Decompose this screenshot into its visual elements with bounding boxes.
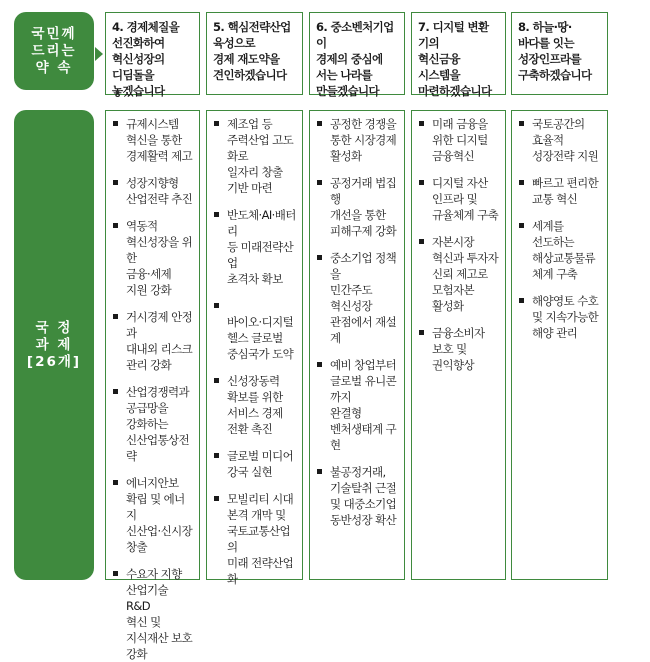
column-header-6: 6. 중소벤처기업이 경제의 중심에 서는 나라를 만들겠습니다 xyxy=(309,12,405,95)
bullet-icon xyxy=(317,180,322,185)
list-item xyxy=(518,116,603,164)
tasks-label: 국 정 과 제 [26개] xyxy=(26,319,82,370)
column-body-8 xyxy=(511,110,608,580)
list-item-text: 역동적 혁신성장을 위한 금융·세제 지원 강화 xyxy=(126,219,193,297)
bullet-icon xyxy=(519,180,524,185)
list-item xyxy=(213,448,298,480)
list-item xyxy=(213,298,298,362)
bullet-icon xyxy=(317,121,322,126)
list-item-text: 반도체·AI·배터리 등 미래전략산업 초격차 확보 xyxy=(227,208,296,286)
bullet-icon xyxy=(214,303,219,308)
bullet-icon xyxy=(519,298,524,303)
bullet-icon xyxy=(113,389,118,394)
list-item xyxy=(112,218,195,298)
bullet-icon xyxy=(419,239,424,244)
list-item-text: 성장지향형 산업전략 추진 xyxy=(126,176,193,206)
bullet-icon xyxy=(113,223,118,228)
list-item xyxy=(112,175,195,207)
list-item-text: 글로벌 미디어 강국 실현 xyxy=(227,449,294,479)
list-item-text: 디지털 자산 인프라 및 규율체계 구축 xyxy=(432,176,499,222)
list-item xyxy=(418,116,501,164)
column-header-7: 7. 디지털 변환기의 혁신금융 시스템을 마련하겠습니다 xyxy=(411,12,506,95)
list-item xyxy=(112,384,195,464)
promise-label: 국민께 드리는 약 속 xyxy=(31,25,77,76)
bullet-icon xyxy=(317,362,322,367)
list-item xyxy=(213,116,298,196)
list-item xyxy=(518,218,603,282)
list-item-text: 미래 금융을 위한 디지털 금융혁신 xyxy=(432,117,488,163)
list-item xyxy=(112,309,195,373)
bullet-icon xyxy=(113,121,118,126)
bullet-icon xyxy=(113,314,118,319)
list-item xyxy=(316,250,400,346)
bullet-icon xyxy=(519,121,524,126)
list-item-text: 빠르고 편리한 교통 혁신 xyxy=(532,176,599,206)
list-item xyxy=(316,357,400,453)
bullet-icon xyxy=(317,469,322,474)
list-item-text: 제조업 등 주력산업 고도화로 일자리 창출 기반 마련 xyxy=(227,117,294,195)
list-item-text: 규제시스템 혁신을 통한 경제활력 제고 xyxy=(126,117,193,163)
column-header-5: 5. 핵심전략산업 육성으로 경제 재도약을 견인하겠습니다 xyxy=(206,12,303,95)
list-item-text: 국토공간의 효율적 성장전략 지원 xyxy=(532,117,599,163)
list-item-text: 신성장동력 확보를 위한 서비스 경제 전환 촉진 xyxy=(227,374,283,436)
promise-label-box xyxy=(14,12,94,90)
list-item xyxy=(316,116,400,164)
column-header-8: 8. 하늘·땅· 바다를 잇는 성장인프라를 구축하겠습니다 xyxy=(511,12,608,95)
list-item-text: 산업경쟁력과 공급망을 강화하는 신산업통상전략 xyxy=(126,385,190,463)
list-item-text: 수요자 지향 산업기술 R&D 혁신 및 지식재산 보호 강화 xyxy=(126,567,193,661)
bullet-icon xyxy=(113,480,118,485)
list-item xyxy=(213,373,298,437)
list-item-text: 중소기업 정책을 민간주도 혁신성장 관점에서 재설계 xyxy=(330,251,397,345)
list-item xyxy=(316,175,400,239)
list-item-text: 에너지안보 확립 및 에너지 신산업·신시장 창출 xyxy=(126,476,193,554)
list-item-text: 예비 창업부터 글로벌 유니콘까지 완결형 벤처생태계 구현 xyxy=(330,358,397,452)
bullet-icon xyxy=(214,378,219,383)
bullet-icon xyxy=(519,223,524,228)
list-item xyxy=(213,491,298,587)
list-item-text: 불공정거래, 기술탈취 근절 및 대중소기업 동반성장 확산 xyxy=(330,465,397,527)
column-header-4: 4. 경제체질을 선진화하여 혁신성장의 디딤돌을 놓겠습니다 xyxy=(105,12,200,95)
column-body-5 xyxy=(206,110,303,586)
list-item xyxy=(112,475,195,555)
tasks-label-box xyxy=(14,110,94,580)
list-item-text: 모빌리티 시대 본격 개막 및 국토교통산업의 미래 전략산업화 xyxy=(227,492,294,586)
bullet-icon xyxy=(214,453,219,458)
column-body-7 xyxy=(411,110,506,580)
bullet-icon xyxy=(419,180,424,185)
bullet-icon xyxy=(317,255,322,260)
list-item xyxy=(418,325,501,373)
bullet-icon xyxy=(113,571,118,576)
list-item xyxy=(112,566,195,662)
column-body-4 xyxy=(105,110,200,661)
bullet-icon xyxy=(214,121,219,126)
list-item xyxy=(213,207,298,287)
list-item-text: 공정한 경쟁을 통한 시장경제 활성화 xyxy=(330,117,397,163)
list-item xyxy=(518,293,603,341)
list-item xyxy=(112,116,195,164)
list-item-text: 해양영토 수호 및 지속가능한 해양 관리 xyxy=(532,294,599,340)
list-item xyxy=(518,175,603,207)
list-item-text: 자본시장 혁신과 투자자 신뢰 제고로 모험자본 활성화 xyxy=(432,235,499,313)
bullet-icon xyxy=(419,121,424,126)
list-item-text: 바이오·디지털 헬스 글로벌 중심국가 도약 xyxy=(227,315,294,361)
list-item-text: 금융소비자 보호 및 권익향상 xyxy=(432,326,485,372)
list-item-text: 공정거래 법집행 개선을 통한 피해구제 강화 xyxy=(330,176,397,238)
column-body-6 xyxy=(309,110,405,580)
bullet-icon xyxy=(214,212,219,217)
list-item xyxy=(316,464,400,528)
arrow-right-icon xyxy=(95,47,103,61)
list-item xyxy=(418,175,501,223)
bullet-icon xyxy=(419,330,424,335)
list-item xyxy=(418,234,501,314)
list-item-text: 세계를 선도하는 해상교통물류 체계 구축 xyxy=(532,219,596,281)
bullet-icon xyxy=(113,180,118,185)
list-item-text: 거시경제 안정과 대내외 리스크 관리 강화 xyxy=(126,310,193,372)
bullet-icon xyxy=(214,496,219,501)
